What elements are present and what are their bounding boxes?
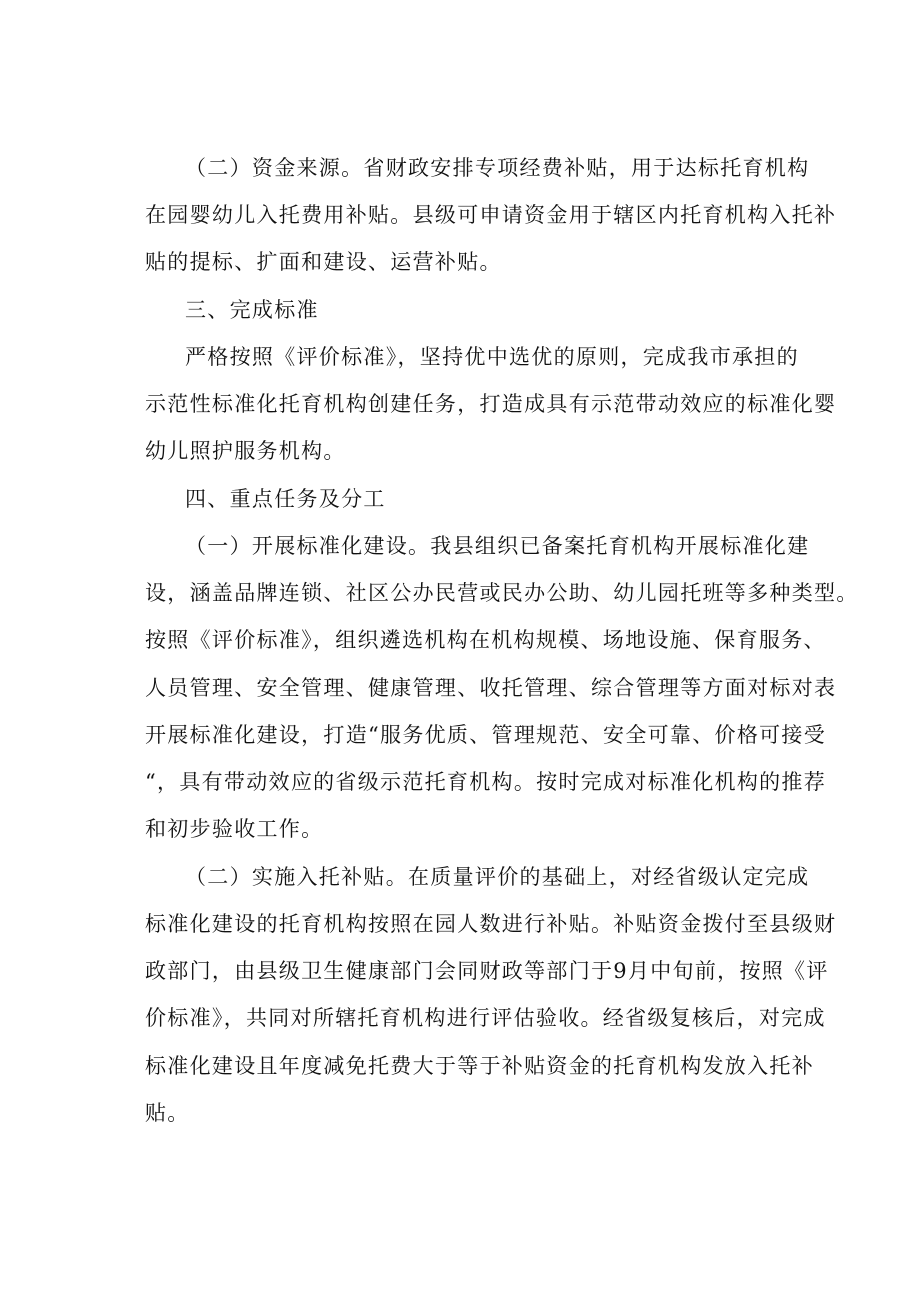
paragraph-subsidy-line-4: 价标准》，共同对所辖托育机构进行评估验收。经省级复核后，对完成 — [145, 1006, 826, 1030]
paragraph-subsidy-line-3: 政部门，由县级卫生健康部门会同财政等部门于9月中旬前，按照《评 — [145, 959, 829, 983]
paragraph-standardization-line-6: “，具有带动效应的省级示范托育机构。按时完成对标准化机构的推荐 — [145, 770, 827, 794]
paragraph-standardization-line-4: 人员管理、安全管理、健康管理、收托管理、综合管理等方面对标对表 — [145, 676, 837, 700]
section-heading-key-tasks: 四、重点任务及分工 — [185, 487, 386, 511]
paragraph-standard-line-1: 严格按照《评价标准》，坚持优中选优的原则，完成我市承担的 — [185, 345, 799, 369]
paragraph-subsidy-line-5: 标准化建设且年度减免托费大于等于补贴资金的托育机构发放入托补 — [145, 1054, 814, 1078]
paragraph-standard-line-3: 幼儿照护服务机构。 — [145, 439, 346, 463]
paragraph-subsidy-line-1: （二）实施入托补贴。在质量评价的基础上，对经省级认定完成 — [185, 865, 810, 889]
paragraph-standardization-line-7: 和初步验收工作。 — [145, 817, 324, 841]
paragraph-standardization-line-1: （一）开展标准化建设。我县组织已备案托育机构开展标准化建 — [185, 534, 810, 558]
paragraph-funding-line-2: 在园婴幼儿入托费用补贴。县级可申请资金用于辖区内托育机构入托补 — [145, 203, 837, 227]
section-heading-completion-standard: 三、完成标准 — [185, 298, 319, 322]
paragraph-standardization-line-3: 按照《评价标准》，组织遴选机构在机构规模、场地设施、保育服务、 — [145, 628, 826, 652]
paragraph-subsidy-line-2: 标准化建设的托育机构按照在园人数进行补贴。补贴资金拨付至县级财 — [145, 912, 837, 936]
paragraph-standard-line-2: 示范性标准化托育机构创建任务，打造成具有示范带动效应的标准化婴 — [145, 392, 837, 416]
paragraph-standardization-line-2: 设，涵盖品牌连锁、社区公办民营或民办公助、幼儿园托班等多种类型。 — [145, 581, 859, 605]
paragraph-standardization-line-5: 开展标准化建设，打造“服务优质、管理规范、安全可靠、价格可接受 — [145, 723, 827, 747]
paragraph-subsidy-line-6: 贴。 — [145, 1101, 190, 1125]
paragraph-funding-line-3: 贴的提标、扩面和建设、运营补贴。 — [145, 250, 502, 274]
paragraph-funding-line-1: （二）资金来源。省财政安排专项经费补贴，用于达标托育机构 — [185, 156, 810, 180]
